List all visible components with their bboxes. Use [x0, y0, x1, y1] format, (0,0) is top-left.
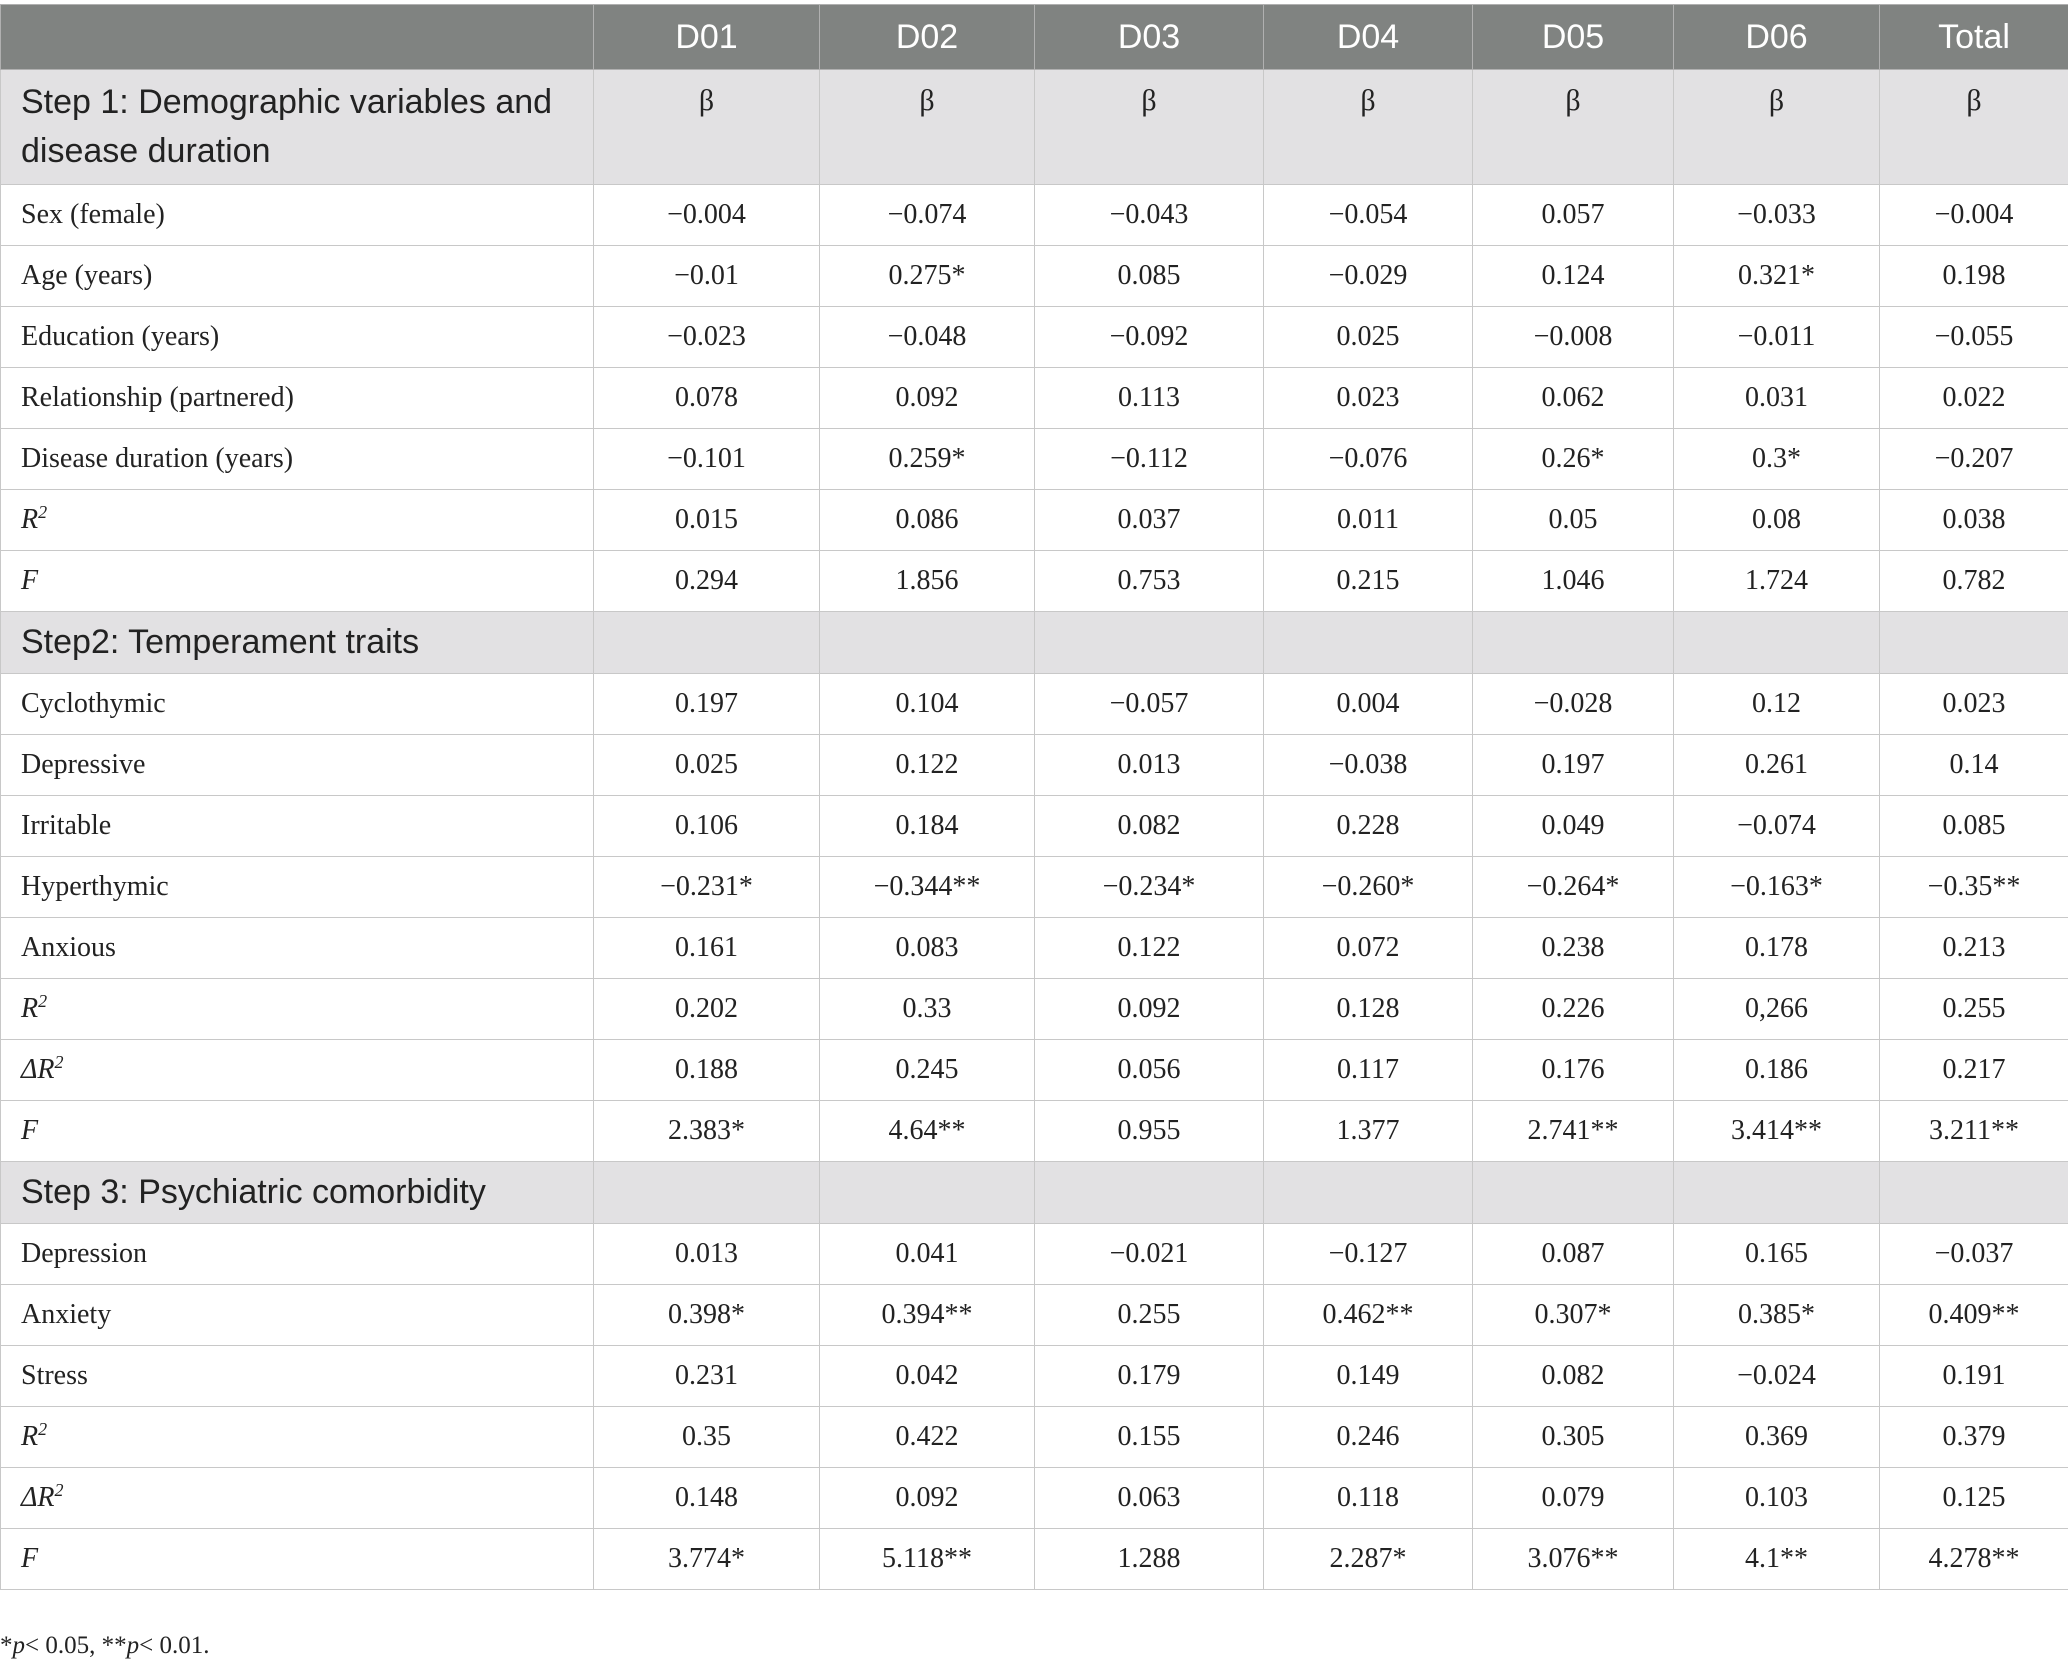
value-cell: 0.015	[594, 490, 820, 551]
value-cell: 0.394**	[820, 1285, 1035, 1346]
column-header: D05	[1473, 5, 1674, 70]
value-cell: 3.076**	[1473, 1529, 1674, 1590]
section-empty-cell	[1264, 612, 1473, 674]
value-cell: 0.023	[1880, 674, 2068, 735]
row-label-text: Hyperthymic	[21, 871, 169, 902]
section-empty-cell	[1473, 612, 1674, 674]
row-label-text: ΔR	[21, 1482, 55, 1513]
table-row	[1, 368, 2068, 429]
value-cell: 0.041	[820, 1224, 1035, 1285]
table-row	[1, 490, 2068, 551]
value-cell: −0.074	[820, 185, 1035, 246]
value-cell: 0.085	[1880, 796, 2068, 857]
section-header-row	[1, 1162, 2068, 1224]
value-cell: 0.023	[1264, 368, 1473, 429]
value-cell: 1.724	[1674, 551, 1880, 612]
row-label	[1, 1101, 594, 1162]
row-label	[1, 857, 594, 918]
section-empty-cell	[1035, 1162, 1264, 1224]
value-cell: −0.048	[820, 307, 1035, 368]
value-cell: −0.076	[1264, 429, 1473, 490]
table-row	[1, 979, 2068, 1040]
value-cell: 0.186	[1674, 1040, 1880, 1101]
row-label	[1, 246, 594, 307]
value-cell: 0.148	[594, 1468, 820, 1529]
row-label	[1, 735, 594, 796]
value-cell: 0.178	[1674, 918, 1880, 979]
section-header-row	[1, 70, 2068, 185]
section-empty-cell	[594, 1162, 820, 1224]
column-header: Total	[1880, 5, 2068, 70]
table-row	[1, 735, 2068, 796]
beta-symbol: β	[820, 70, 1035, 185]
beta-symbol: β	[1035, 70, 1264, 185]
row-label-text: R	[21, 504, 39, 535]
value-cell: 0.462**	[1264, 1285, 1473, 1346]
table-row	[1, 185, 2068, 246]
row-label-text: F	[21, 565, 39, 596]
value-cell: 0.082	[1473, 1346, 1674, 1407]
value-cell: 1.288	[1035, 1529, 1264, 1590]
section-empty-cell	[1674, 1162, 1880, 1224]
value-cell: 0.188	[594, 1040, 820, 1101]
row-label-text: Education (years)	[21, 321, 220, 352]
row-label	[1, 490, 594, 551]
value-cell: 0.33	[820, 979, 1035, 1040]
value-cell: 0.056	[1035, 1040, 1264, 1101]
value-cell: 0.062	[1473, 368, 1674, 429]
value-cell: −0.163*	[1674, 857, 1880, 918]
value-cell: 0.05	[1473, 490, 1674, 551]
value-cell: 2.741**	[1473, 1101, 1674, 1162]
value-cell: 0.072	[1264, 918, 1473, 979]
value-cell: −0.021	[1035, 1224, 1264, 1285]
value-cell: 0.155	[1035, 1407, 1264, 1468]
value-cell: 3.211**	[1880, 1101, 2068, 1162]
section-empty-cell	[820, 1162, 1035, 1224]
row-label	[1, 1224, 594, 1285]
value-cell: 0.197	[1473, 735, 1674, 796]
value-cell: −0.344**	[820, 857, 1035, 918]
row-label-text: Depressive	[21, 749, 146, 780]
value-cell: 0.128	[1264, 979, 1473, 1040]
value-cell: 0.103	[1674, 1468, 1880, 1529]
value-cell: 0.217	[1880, 1040, 2068, 1101]
value-cell: 4.64**	[820, 1101, 1035, 1162]
value-cell: 0.255	[1035, 1285, 1264, 1346]
row-label-text: Cyclothymic	[21, 688, 166, 719]
value-cell: 0.125	[1880, 1468, 2068, 1529]
footnote-star: *	[0, 1632, 13, 1659]
beta-symbol: β	[1264, 70, 1473, 185]
table-row	[1, 1346, 2068, 1407]
value-cell: 0.228	[1264, 796, 1473, 857]
row-label	[1, 429, 594, 490]
row-label-superscript: 2	[38, 502, 48, 522]
value-cell: 0.165	[1674, 1224, 1880, 1285]
value-cell: 0.086	[820, 490, 1035, 551]
value-cell: 0.35	[594, 1407, 820, 1468]
value-cell: −0.038	[1264, 735, 1473, 796]
section-title: Step 1: Demographic variables and disease duration	[1, 70, 594, 185]
value-cell: 1.377	[1264, 1101, 1473, 1162]
value-cell: 0.013	[594, 1224, 820, 1285]
value-cell: −0.234*	[1035, 857, 1264, 918]
value-cell: −0.008	[1473, 307, 1674, 368]
value-cell: 0.255	[1880, 979, 2068, 1040]
value-cell: 0.149	[1264, 1346, 1473, 1407]
row-label-text: ΔR	[21, 1054, 55, 1085]
value-cell: 0.057	[1473, 185, 1674, 246]
value-cell: 0.078	[594, 368, 820, 429]
value-cell: 0.092	[820, 1468, 1035, 1529]
row-label-text: Disease duration (years)	[21, 443, 294, 474]
value-cell: 2.383*	[594, 1101, 820, 1162]
column-header: D01	[594, 5, 820, 70]
section-empty-cell	[594, 612, 820, 674]
column-header: D02	[820, 5, 1035, 70]
value-cell: 0.245	[820, 1040, 1035, 1101]
section-empty-cell	[1264, 1162, 1473, 1224]
beta-symbol: β	[1473, 70, 1674, 185]
value-cell: 0.197	[594, 674, 820, 735]
row-label-text: Anxiety	[21, 1299, 112, 1330]
value-cell: 0.092	[820, 368, 1035, 429]
value-cell: 0.369	[1674, 1407, 1880, 1468]
value-cell: 0.305	[1473, 1407, 1674, 1468]
value-cell: −0.264*	[1473, 857, 1674, 918]
footnote-text: < 0.01.	[139, 1632, 210, 1659]
row-label	[1, 368, 594, 429]
value-cell: −0.092	[1035, 307, 1264, 368]
table-row	[1, 1285, 2068, 1346]
value-cell: −0.033	[1674, 185, 1880, 246]
value-cell: −0.024	[1674, 1346, 1880, 1407]
value-cell: 0.113	[1035, 368, 1264, 429]
table-row	[1, 246, 2068, 307]
row-label-text: Anxious	[21, 932, 116, 963]
value-cell: −0.054	[1264, 185, 1473, 246]
row-label	[1, 1468, 594, 1529]
value-cell: 0.398*	[594, 1285, 820, 1346]
value-cell: 0.275*	[820, 246, 1035, 307]
table-row	[1, 796, 2068, 857]
table-row	[1, 674, 2068, 735]
row-label-text: F	[21, 1115, 39, 1146]
value-cell: 0.022	[1880, 368, 2068, 429]
value-cell: 0.092	[1035, 979, 1264, 1040]
value-cell: 0.161	[594, 918, 820, 979]
row-label-text: Sex (female)	[21, 199, 165, 230]
row-label	[1, 1346, 594, 1407]
row-label	[1, 1529, 594, 1590]
footnote	[0, 1632, 209, 1660]
value-cell: 0.226	[1473, 979, 1674, 1040]
row-label-superscript: 2	[54, 1480, 64, 1500]
value-cell: −0.35**	[1880, 857, 2068, 918]
value-cell: −0.004	[1880, 185, 2068, 246]
value-cell: 0.385*	[1674, 1285, 1880, 1346]
value-cell: −0.004	[594, 185, 820, 246]
value-cell: 2.287*	[1264, 1529, 1473, 1590]
value-cell: 0.122	[1035, 918, 1264, 979]
value-cell: 0.037	[1035, 490, 1264, 551]
section-empty-cell	[1880, 1162, 2068, 1224]
table-row	[1, 551, 2068, 612]
column-header: D03	[1035, 5, 1264, 70]
value-cell: 0.26*	[1473, 429, 1674, 490]
header-row	[1, 5, 2068, 70]
row-label-superscript: 2	[54, 1052, 64, 1072]
value-cell: 4.1**	[1674, 1529, 1880, 1590]
row-label-text: F	[21, 1543, 39, 1574]
section-title: Step2: Temperament traits	[1, 612, 594, 674]
value-cell: 0.12	[1674, 674, 1880, 735]
row-label-text: R	[21, 993, 39, 1024]
value-cell: 0.213	[1880, 918, 2068, 979]
value-cell: 0.191	[1880, 1346, 2068, 1407]
row-label	[1, 1407, 594, 1468]
value-cell: 0.184	[820, 796, 1035, 857]
value-cell: −0.207	[1880, 429, 2068, 490]
row-label	[1, 674, 594, 735]
value-cell: 0.124	[1473, 246, 1674, 307]
table-body	[1, 70, 2068, 1590]
value-cell: 3.774*	[594, 1529, 820, 1590]
section-empty-cell	[1674, 612, 1880, 674]
value-cell: 0.782	[1880, 551, 2068, 612]
value-cell: 4.278**	[1880, 1529, 2068, 1590]
value-cell: 0.085	[1035, 246, 1264, 307]
footnote-text: < 0.05, **	[25, 1632, 127, 1659]
value-cell: 0.025	[1264, 307, 1473, 368]
value-cell: 0.176	[1473, 1040, 1674, 1101]
value-cell: −0.112	[1035, 429, 1264, 490]
value-cell: 0.238	[1473, 918, 1674, 979]
value-cell: 0.259*	[820, 429, 1035, 490]
row-label-text: Irritable	[21, 810, 112, 841]
footnote-p-symbol: p	[12, 1632, 25, 1659]
value-cell: −0.029	[1264, 246, 1473, 307]
value-cell: 0.042	[820, 1346, 1035, 1407]
table-row	[1, 1407, 2068, 1468]
value-cell: 0.261	[1674, 735, 1880, 796]
table-header	[1, 5, 2068, 70]
section-empty-cell	[1035, 612, 1264, 674]
value-cell: 0.246	[1264, 1407, 1473, 1468]
value-cell: 0.013	[1035, 735, 1264, 796]
value-cell: 0,266	[1674, 979, 1880, 1040]
section-empty-cell	[1473, 1162, 1674, 1224]
beta-symbol: β	[594, 70, 820, 185]
value-cell: −0.127	[1264, 1224, 1473, 1285]
value-cell: −0.01	[594, 246, 820, 307]
value-cell: 0.08	[1674, 490, 1880, 551]
value-cell: −0.231*	[594, 857, 820, 918]
column-header: D04	[1264, 5, 1473, 70]
table-row	[1, 857, 2068, 918]
row-label	[1, 1040, 594, 1101]
footnote-p-symbol: p	[126, 1632, 140, 1659]
table-row	[1, 1040, 2068, 1101]
row-label	[1, 796, 594, 857]
value-cell: −0.074	[1674, 796, 1880, 857]
value-cell: 0.004	[1264, 674, 1473, 735]
value-cell: 0.409**	[1880, 1285, 2068, 1346]
row-label-text: Age (years)	[21, 260, 153, 291]
row-label-text: R	[21, 1421, 39, 1452]
value-cell: 0.106	[594, 796, 820, 857]
value-cell: 0.011	[1264, 490, 1473, 551]
value-cell: 0.198	[1880, 246, 2068, 307]
section-empty-cell	[1880, 612, 2068, 674]
regression-table	[0, 4, 2068, 1590]
beta-symbol: β	[1880, 70, 2068, 185]
value-cell: 0.025	[594, 735, 820, 796]
value-cell: −0.260*	[1264, 857, 1473, 918]
section-empty-cell	[820, 612, 1035, 674]
row-label-text: Stress	[21, 1360, 88, 1391]
value-cell: 1.856	[820, 551, 1035, 612]
value-cell: 0.215	[1264, 551, 1473, 612]
table-row	[1, 1224, 2068, 1285]
value-cell: 0.117	[1264, 1040, 1473, 1101]
value-cell: −0.043	[1035, 185, 1264, 246]
value-cell: 0.231	[594, 1346, 820, 1407]
value-cell: 0.104	[820, 674, 1035, 735]
value-cell: 0.087	[1473, 1224, 1674, 1285]
value-cell: 0.3*	[1674, 429, 1880, 490]
regression-table-container	[0, 4, 2068, 1590]
value-cell: 0.079	[1473, 1468, 1674, 1529]
value-cell: 0.955	[1035, 1101, 1264, 1162]
value-cell: 3.414**	[1674, 1101, 1880, 1162]
header-empty-cell	[1, 5, 594, 70]
section-title: Step 3: Psychiatric comorbidity	[1, 1162, 594, 1224]
value-cell: −0.101	[594, 429, 820, 490]
column-header: D06	[1674, 5, 1880, 70]
value-cell: 0.379	[1880, 1407, 2068, 1468]
beta-symbol: β	[1674, 70, 1880, 185]
row-label-text: Relationship (partnered)	[21, 382, 294, 413]
value-cell: 1.046	[1473, 551, 1674, 612]
table-row	[1, 1529, 2068, 1590]
row-label	[1, 307, 594, 368]
table-row	[1, 918, 2068, 979]
row-label-superscript: 2	[38, 1419, 48, 1439]
value-cell: 0.083	[820, 918, 1035, 979]
value-cell: 0.031	[1674, 368, 1880, 429]
row-label-superscript: 2	[38, 991, 48, 1011]
row-label	[1, 551, 594, 612]
value-cell: 0.14	[1880, 735, 2068, 796]
value-cell: 0.063	[1035, 1468, 1264, 1529]
table-row	[1, 429, 2068, 490]
row-label-text: Depression	[21, 1238, 147, 1269]
value-cell: −0.023	[594, 307, 820, 368]
value-cell: 5.118**	[820, 1529, 1035, 1590]
table-row	[1, 1101, 2068, 1162]
value-cell: 0.422	[820, 1407, 1035, 1468]
value-cell: 0.118	[1264, 1468, 1473, 1529]
value-cell: 0.202	[594, 979, 820, 1040]
value-cell: 0.122	[820, 735, 1035, 796]
row-label	[1, 1285, 594, 1346]
value-cell: −0.057	[1035, 674, 1264, 735]
value-cell: 0.179	[1035, 1346, 1264, 1407]
value-cell: −0.011	[1674, 307, 1880, 368]
value-cell: 0.082	[1035, 796, 1264, 857]
value-cell: 0.321*	[1674, 246, 1880, 307]
value-cell: −0.037	[1880, 1224, 2068, 1285]
value-cell: 0.294	[594, 551, 820, 612]
row-label	[1, 185, 594, 246]
value-cell: 0.753	[1035, 551, 1264, 612]
row-label	[1, 918, 594, 979]
value-cell: 0.038	[1880, 490, 2068, 551]
section-header-row	[1, 612, 2068, 674]
value-cell: 0.307*	[1473, 1285, 1674, 1346]
table-row	[1, 1468, 2068, 1529]
value-cell: 0.049	[1473, 796, 1674, 857]
value-cell: −0.028	[1473, 674, 1674, 735]
row-label	[1, 979, 594, 1040]
table-row	[1, 307, 2068, 368]
value-cell: −0.055	[1880, 307, 2068, 368]
